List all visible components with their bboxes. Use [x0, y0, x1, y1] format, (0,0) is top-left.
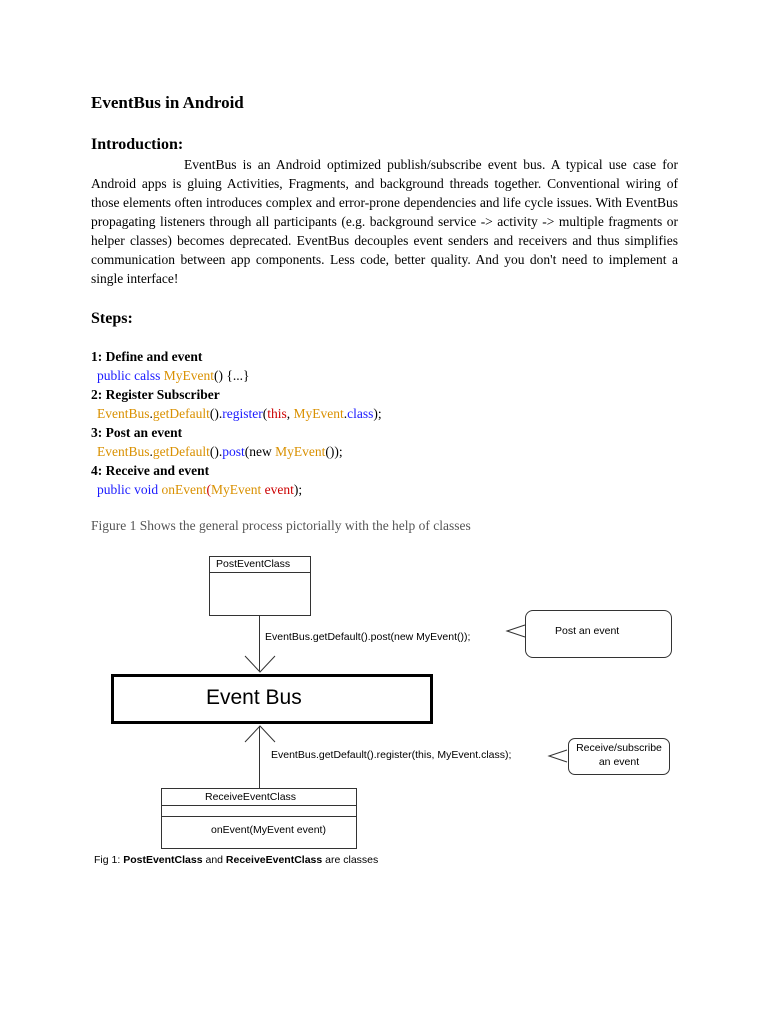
code-type: MyEvent: [275, 444, 326, 459]
register-call-label: EventBus.getDefault().register(this, MyEvent.class);: [271, 749, 512, 761]
caption-text: Fig 1:: [94, 854, 124, 866]
code-keyword: public calss: [97, 368, 161, 383]
caption-text: and: [202, 854, 226, 866]
step-3-title: 3: Post an event: [91, 425, 183, 440]
code-type: EventBus: [97, 406, 150, 421]
code-type: MyEvent: [163, 368, 214, 383]
introduction-paragraph: EventBus is an Android optimized publish/subscribe event bus. A typical use case for Android apps is gluing Activities, Fragments, and background threads together. Conventional wiring of those elements often introduces complex and error-prone dependencies and life cycle issues. With EventBus propagating listeners through all participants (e.g. background service -> activity -> multiple fragments or helper classes) becomes deprecated. EventBus decouples event senders and receivers and thus simplifies communication between app components. Less code, better quality. And you don't need to implement a single interface!: [91, 157, 678, 286]
code-method: post: [222, 444, 245, 459]
arrow-left-icon: [547, 748, 569, 764]
code-text: (: [206, 482, 211, 497]
step-1-code: [97, 366, 249, 385]
receive-event-note-line-1: Receive/subscribe: [576, 742, 662, 754]
post-event-class-box: [209, 556, 311, 616]
code-text: .: [149, 444, 153, 459]
step-4-title: 4: Receive and event: [91, 463, 210, 478]
receive-connector-line: [259, 726, 260, 788]
receive-event-note: [568, 738, 670, 775]
caption-bold: ReceiveEventClass: [225, 854, 323, 866]
code-method: getDefault: [152, 444, 210, 459]
receive-event-note-line-2: an event: [598, 756, 640, 768]
code-keyword: public void: [97, 482, 159, 497]
figure-intro-text: Figure 1 Shows the general process pictorially with the help of classes: [91, 518, 471, 533]
document-title: EventBus in Android: [91, 93, 244, 112]
code-text: (new: [244, 444, 276, 459]
caption-bold: PostEventClass: [123, 854, 203, 866]
code-method: register: [222, 406, 263, 421]
code-text: ());: [325, 444, 343, 459]
step-2-title: 2: Register Subscriber: [91, 387, 220, 402]
code-text: (: [262, 406, 268, 421]
code-text: );: [293, 482, 303, 497]
introduction-heading: Introduction:: [91, 136, 184, 153]
code-type: MyEvent: [293, 406, 344, 421]
figure-caption: [94, 854, 378, 866]
receive-event-class-name: ReceiveEventClass: [162, 789, 356, 806]
code-type: MyEvent: [211, 482, 262, 497]
post-call-label: EventBus.getDefault().post(new MyEvent());: [265, 631, 471, 643]
code-keyword: class: [347, 406, 374, 421]
steps-heading: Steps:: [91, 310, 133, 327]
arrow-up-icon: [244, 724, 276, 744]
arrow-left-icon: [505, 623, 527, 639]
receive-class-attributes: [162, 806, 356, 817]
step-3-code: [97, 442, 343, 461]
caption-text: are classes: [322, 854, 379, 866]
post-event-note-label: Post an event: [555, 625, 620, 637]
step-1-title: 1: Define and event: [91, 349, 203, 364]
step-2-code: [97, 404, 382, 423]
code-method: onEvent: [161, 482, 207, 497]
post-event-class-name: PostEventClass: [210, 557, 310, 573]
post-event-note: [525, 610, 672, 658]
code-text: () {...}: [214, 368, 250, 383]
code-text: event: [261, 482, 294, 497]
receive-event-class-box: [161, 788, 357, 849]
code-method: getDefault: [152, 406, 210, 421]
arrow-down-icon: [244, 654, 276, 674]
code-type: EventBus: [97, 444, 150, 459]
step-4-code: [97, 480, 302, 499]
code-text: ().: [209, 444, 223, 459]
code-text: .: [149, 406, 153, 421]
code-text: ,: [286, 406, 294, 421]
code-text: );: [373, 406, 382, 421]
event-bus-box: [111, 674, 433, 724]
event-bus-label: Event Bus: [206, 686, 302, 709]
code-keyword: this: [267, 406, 287, 421]
code-text: ().: [209, 406, 223, 421]
code-text: .: [343, 406, 348, 421]
receive-event-class-method: onEvent(MyEvent event): [211, 824, 326, 836]
